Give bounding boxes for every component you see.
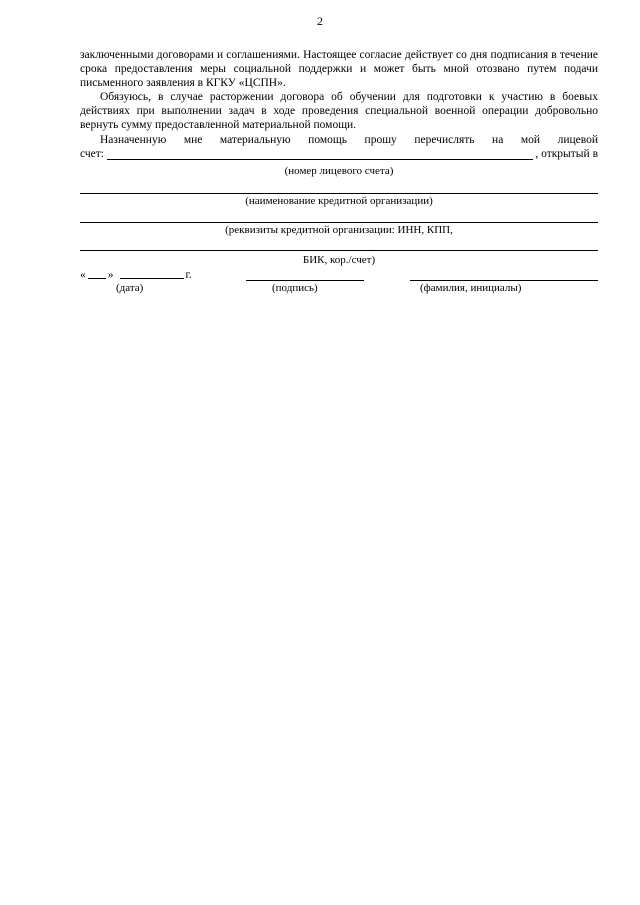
obligation-paragraph: Обязуюсь, в случае расторжении договора об обучении для подготовки к участию в боевых действиях при выполнении задач в ходе проведения специальной военной операции добровольно вернуть сумму предоставленной материальной помощи. xyxy=(80,91,598,131)
day-field[interactable] xyxy=(88,268,106,279)
signature-caption: (подпись) xyxy=(272,282,318,294)
account-prefix: счет: xyxy=(80,148,104,160)
consent-paragraph: заключенными договорами и соглашениями. Настоящее согласие действует со дня подписания в течение срока предоставления меры социальной поддержки и может быть мной отозвано путем подачи письменного заявления в КГКУ «ЦСПН». xyxy=(80,49,598,89)
date-close-quote: » xyxy=(107,269,114,281)
date-caption: (дата) xyxy=(116,282,144,294)
payment-request-paragraph: Назначенную мне материальную помощь прошу перечислять на мой лицевой xyxy=(100,134,598,146)
account-suffix: , открытый в xyxy=(535,148,598,160)
name-caption: (фамилия, инициалы) xyxy=(420,282,522,294)
account-row xyxy=(80,148,598,162)
account-number-caption: (номер лицевого счета) xyxy=(284,165,394,177)
bank-details-field-2[interactable] xyxy=(80,250,598,251)
bank-details-caption-2: БИК, кор./счет) xyxy=(302,254,376,266)
bank-name-caption: (наименование кредитной организации) xyxy=(245,195,433,207)
bank-details-caption: (реквизиты кредитной организации: ИНН, КПП, xyxy=(225,224,453,236)
page-number: 2 xyxy=(317,14,323,28)
signature-field[interactable] xyxy=(246,280,364,281)
bank-details-field[interactable] xyxy=(80,222,598,223)
account-number-field[interactable] xyxy=(107,149,533,160)
bank-name-field[interactable] xyxy=(80,193,598,194)
date-open-quote: « xyxy=(80,269,86,281)
year-suffix: г. xyxy=(185,269,192,281)
month-year-field[interactable] xyxy=(120,268,184,279)
date-row xyxy=(80,268,192,281)
full-name-field[interactable] xyxy=(410,280,598,281)
